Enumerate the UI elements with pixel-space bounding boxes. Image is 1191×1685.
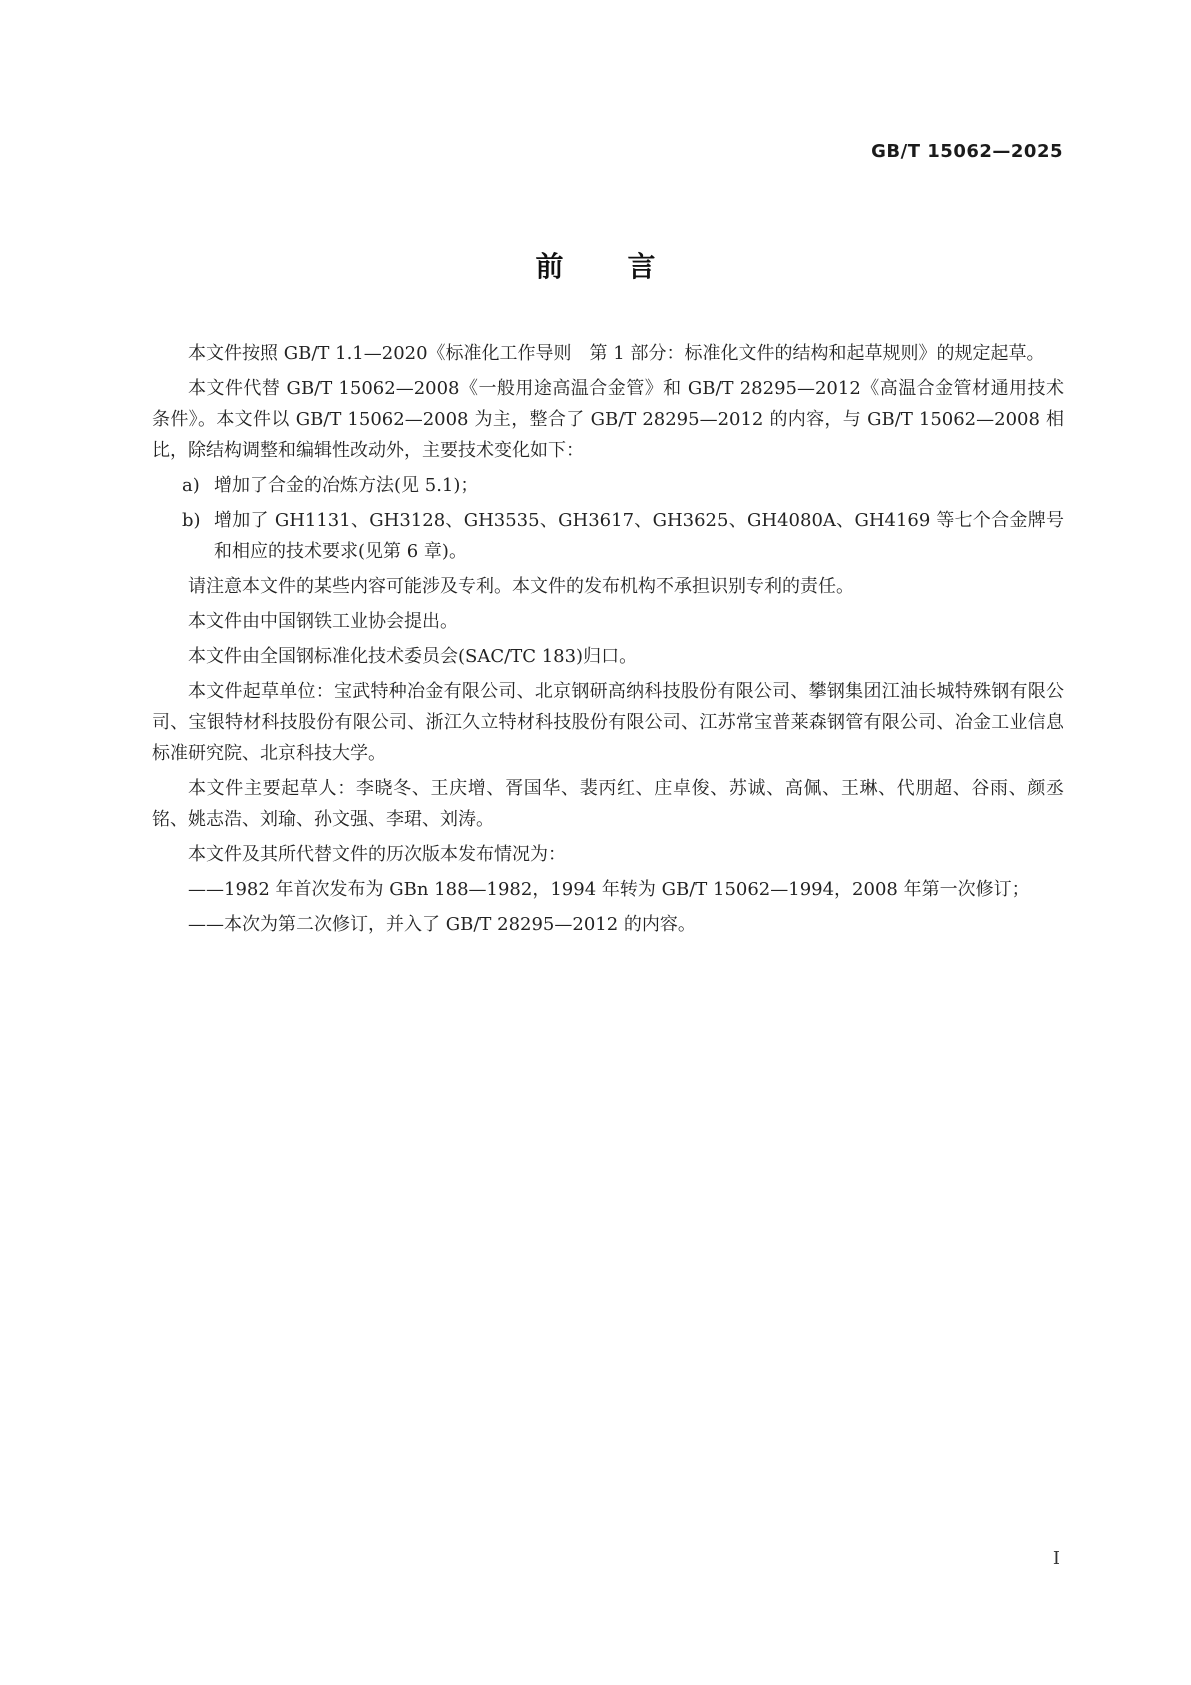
page-title (0, 245, 1191, 285)
title-char-1: 前 (535, 250, 564, 283)
list-text-a: 增加了合金的冶炼方法(见 5.1)； (214, 475, 479, 496)
list-marker-b: b) (182, 510, 201, 531)
page-number: I (1052, 1548, 1060, 1569)
history-item-2: ——本次为第二次修订，并入了 GB/T 28295—2012 的内容。 (188, 914, 696, 935)
paragraph-replacement: 本文件代替 GB/T 15062—2008《一般用途高温合金管》和 GB/T 28295—2012《高温合金管材通用技术条件》。本文件以 GB/T 15062—2008 为主，整合了 GB/T 28295—2012 的内容，与 GB/T 15062—2008 相比，除结构调整和编辑性改动外，主要技术变化如下： (152, 378, 1064, 461)
list-text-b: 增加了 GH1131、GH3128、GH3535、GH3617、GH3625、GH4080A、GH4169 等七个合金牌号和相应的技术要求(见第 6 章)。 (214, 510, 1064, 562)
history-item-1: ——1982 年首次发布为 GBn 188—1982，1994 年转为 GB/T 15062—1994，2008 年第一次修订； (188, 879, 1030, 900)
paragraph-drafters: 本文件主要起草人：李晓冬、王庆增、胥国华、裴丙红、庄卓俊、苏诚、高佩、王琳、代朋超、谷雨、颜丞铭、姚志浩、刘瑜、孙文强、李珺、刘涛。 (152, 778, 1064, 830)
paragraph-history-intro: 本文件及其所代替文件的历次版本发布情况为： (188, 844, 566, 865)
list-marker-a: a) (182, 475, 200, 496)
paragraph-drafting-rules: 本文件按照 GB/T 1.1—2020《标准化工作导则 第 1 部分：标准化文件的结构和起草规则》的规定起草。 (188, 343, 1045, 364)
list-item-change-a (152, 470, 1064, 501)
title-char-2: 言 (627, 250, 656, 283)
list-item-change-b (152, 505, 1064, 567)
foreword-body (152, 338, 1064, 944)
document-code: GB/T 15062—2025 (871, 141, 1063, 162)
paragraph-drafting-units: 本文件起草单位：宝武特种冶金有限公司、北京钢研高纳科技股份有限公司、攀钢集团江油长城特殊钢有限公司、宝银特材科技股份有限公司、浙江久立特材科技股份有限公司、江苏常宝普莱森钢管有限公司、冶金工业信息标准研究院、北京科技大学。 (152, 681, 1064, 764)
paragraph-committee: 本文件由全国钢标准化技术委员会(SAC/TC 183)归口。 (188, 646, 638, 667)
paragraph-patent-notice: 请注意本文件的某些内容可能涉及专利。本文件的发布机构不承担识别专利的责任。 (188, 576, 854, 597)
paragraph-proposer: 本文件由中国钢铁工业协会提出。 (188, 611, 458, 632)
